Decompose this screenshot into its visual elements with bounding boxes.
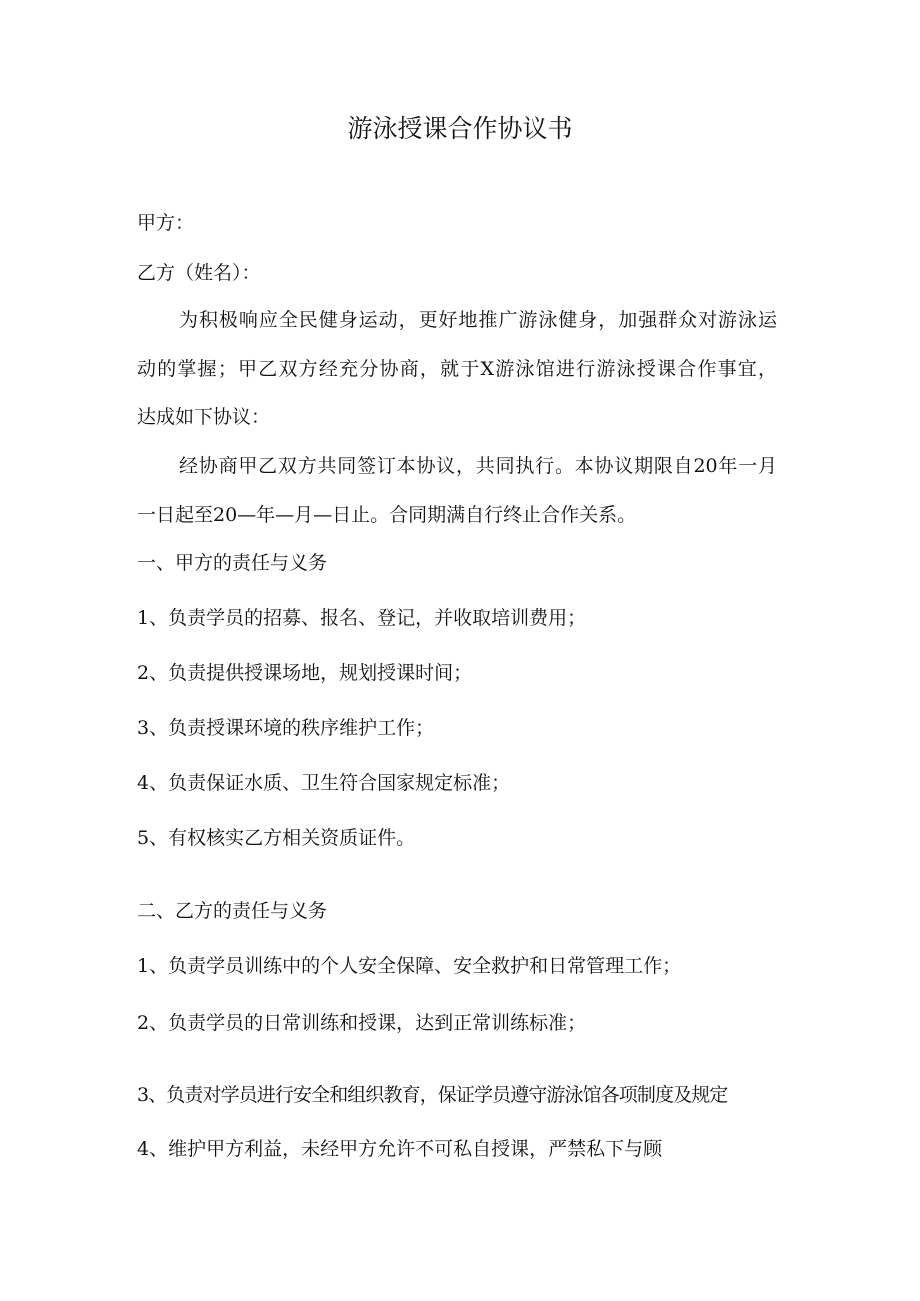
section-1-item-3: 3、负责授课环境的秩序维护工作； [137, 717, 435, 739]
intro-line-3: 达成如下协议： [137, 406, 271, 428]
section-1-item-4: 4、负责保证水质、卫生符合国家规定标准； [137, 772, 511, 794]
section-1-item-5: 5、有权核实乙方相关资质证件。 [137, 827, 416, 849]
section-2-heading: 二、乙方的责任与义务 [137, 900, 328, 922]
section-1-heading: 一、甲方的责任与义务 [137, 552, 328, 574]
section-2-item-1: 1、负责学员训练中的个人安全保障、安全救护和日常管理工作； [137, 955, 682, 977]
section-2-item-2: 2、负责学员的日常训练和授课，达到正常训练标准； [137, 1012, 587, 1034]
section-1-item-2: 2、负责提供授课场地，规划授课时间； [137, 662, 473, 684]
intro-line-1: 为积极响应全民健身运动，更好地推广游泳健身，加强群众对游泳运 [179, 309, 777, 331]
intro-line-2: 动的掌握；甲乙双方经充分协商，就于X游泳馆进行游泳授课合作事宜， [137, 358, 777, 380]
term-line-1: 经协商甲乙双方共同签订本协议，共同执行。本协议期限自20年一月 [179, 455, 777, 477]
section-1-item-1: 1、负责学员的招募、报名、登记，并收取培训费用； [137, 607, 587, 629]
section-2-item-4: 4、维护甲方利益，未经甲方允许不可私自授课，严禁私下与顾 [137, 1138, 663, 1160]
party-a-label: 甲方： [137, 212, 195, 234]
section-2-item-3: 3、负责对学员进行安全和组织教育，保证学员遵守游泳馆各项制度及规定 [137, 1084, 728, 1106]
term-line-2: 一日起至20—年—月—日止。合同期满自行终止合作关系。 [137, 504, 637, 526]
party-b-label: 乙方（姓名）： [137, 262, 261, 284]
document-title: 游泳授课合作协议书 [347, 114, 573, 143]
